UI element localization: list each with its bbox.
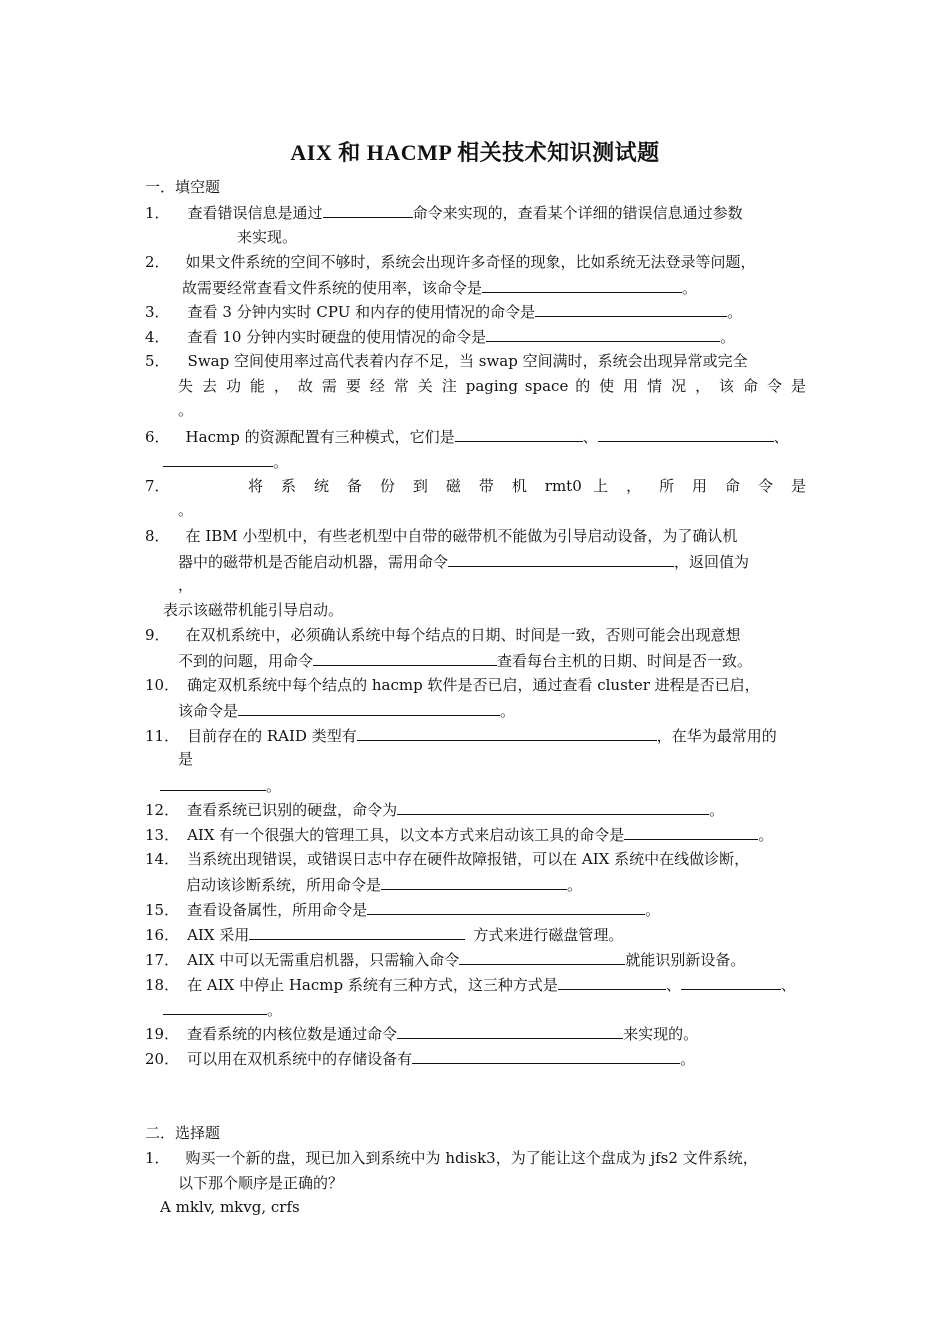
question-1-cont: 来实现。 bbox=[237, 228, 298, 246]
question-2-cont: 故需要经常查看文件系统的使用率，该命令是 。 bbox=[182, 279, 698, 297]
blank[interactable] bbox=[381, 875, 567, 890]
question-number: 9． bbox=[145, 626, 170, 644]
question-19: 19． 查看系统的内核位数是通过命令 来实现的。 bbox=[145, 1025, 699, 1043]
question-11-end: 。 bbox=[160, 776, 281, 795]
question-number: 8． bbox=[145, 527, 170, 545]
question-11: 11． 目前存在的 RAID 类型有 ，在华为最常用的 bbox=[145, 727, 777, 745]
question-15: 15． 查看设备属性，所用命令是 。 bbox=[145, 901, 661, 919]
question-2: 2． 如果文件系统的空间不够时，系统会出现许多奇怪的现象，比如系统无法登录等问题， bbox=[145, 253, 756, 271]
question-number: 6． bbox=[145, 428, 170, 446]
question-8-cont: 器中的磁带机是否能启动机器，需用命令 ，返回值为 bbox=[178, 553, 750, 571]
question-number: 16． bbox=[145, 926, 180, 944]
question-8-comma: ， bbox=[178, 576, 194, 594]
blank[interactable] bbox=[455, 427, 583, 442]
blank[interactable] bbox=[624, 825, 758, 840]
blank[interactable] bbox=[486, 327, 720, 342]
question-number: 20． bbox=[145, 1050, 180, 1068]
choice-question-1-cont: 以下那个顺序是正确的？ bbox=[178, 1174, 344, 1192]
blank[interactable] bbox=[397, 800, 709, 815]
question-10: 10． 确定双机系统中每个结点的 hacmp 软件是否已启，通过查看 cluster 进程是否已启， bbox=[145, 676, 760, 694]
question-4: 4． 查看 10 分钟内实时硬盘的使用情况的命令是 。 bbox=[145, 328, 736, 346]
question-1: 1． 查看错误信息是通过 命令来实现的，查看某个详细的错误信息通过参数 bbox=[145, 204, 743, 222]
question-9-cont: 不到的问题，用命令 查看每台主机的日期、时间是否一致。 bbox=[178, 652, 753, 670]
question-18-cont: 。 bbox=[163, 1000, 282, 1019]
question-number: 12． bbox=[145, 801, 180, 819]
question-number: 11． bbox=[145, 727, 180, 745]
question-8-end: 表示该磁带机能引导启动。 bbox=[163, 601, 344, 619]
question-number: 18． bbox=[145, 976, 180, 994]
blank[interactable] bbox=[535, 302, 727, 317]
question-20: 20． 可以用在双机系统中的存储设备有 。 bbox=[145, 1050, 696, 1068]
question-number: 1． bbox=[145, 204, 170, 222]
question-14-cont: 启动该诊断系统，所用命令是 。 bbox=[186, 876, 583, 894]
question-7-number: 7． bbox=[145, 477, 170, 495]
question-12: 12． 查看系统已识别的硬盘，命令为 。 bbox=[145, 801, 725, 819]
choice-question-1: 1． 购买一个新的盘，现已加入到系统中为 hdisk3，为了能让这个盘成为 jfs2 文件系统， bbox=[145, 1149, 758, 1167]
question-number: 15． bbox=[145, 901, 180, 919]
question-number: 2． bbox=[145, 253, 170, 271]
question-10-cont: 该命令是 。 bbox=[178, 702, 516, 720]
question-7-end: 。 bbox=[178, 501, 194, 519]
question-11-cont: 是 bbox=[178, 750, 194, 768]
blank[interactable] bbox=[323, 203, 413, 218]
blank[interactable] bbox=[397, 1024, 623, 1039]
blank[interactable] bbox=[459, 950, 625, 965]
question-number: 13． bbox=[145, 826, 180, 844]
page-title: AIX 和 HACMP 相关技术知识测试题 bbox=[290, 140, 660, 165]
question-7: 将 系 统 备 份 到 磁 带 机 rmt0 上 ， 所 用 命 令 是 bbox=[248, 477, 806, 495]
question-16: 16． AIX 采用 方式来进行磁盘管理。 bbox=[145, 926, 624, 944]
question-5-end: 。 bbox=[178, 401, 194, 419]
question-13: 13． AIX 有一个很强大的管理工具，以文本方式来启动该工具的命令是 。 bbox=[145, 826, 774, 844]
blank[interactable] bbox=[558, 975, 666, 990]
question-number: 3． bbox=[145, 303, 170, 321]
question-5: 5． Swap 空间使用率过高代表着内存不足，当 swap 空间满时，系统会出现异常或完全 bbox=[145, 352, 748, 370]
question-6: 6． Hacmp 的资源配置有三种模式，它们是 、 、 bbox=[145, 428, 789, 446]
question-14: 14． 当系统出现错误，或错误日志中存在硬件故障报错，可以在 AIX 系统中在线做诊断， bbox=[145, 850, 750, 868]
blank[interactable] bbox=[238, 701, 500, 716]
blank[interactable] bbox=[249, 925, 465, 940]
question-number: 5． bbox=[145, 352, 170, 370]
blank[interactable] bbox=[412, 1049, 680, 1064]
blank[interactable] bbox=[448, 552, 674, 567]
blank[interactable] bbox=[598, 427, 774, 442]
question-8: 8． 在 IBM 小型机中，有些老机型中自带的磁带机不能做为引导启动设备，为了确认机 bbox=[145, 527, 738, 545]
question-number: 14． bbox=[145, 850, 180, 868]
blank[interactable] bbox=[163, 452, 273, 467]
section-heading-choice: 二．选择题 bbox=[145, 1124, 221, 1142]
question-5-cont: 失 去 功 能 ， 故 需 要 经 常 关 注 paging space 的 使 用 情 况 ， 该 命 令 是 bbox=[178, 377, 806, 395]
question-number: 4． bbox=[145, 328, 170, 346]
question-number: 17． bbox=[145, 951, 180, 969]
question-18: 18． 在 AIX 中停止 Hacmp 系统有三种方式，这三种方式是 、 、 bbox=[145, 976, 796, 994]
question-3: 3． 查看 3 分钟内实时 CPU 和内存的使用情况的命令是 。 bbox=[145, 303, 743, 321]
question-17: 17． AIX 中可以无需重启机器，只需输入命令 就能识别新设备。 bbox=[145, 951, 746, 969]
question-number: 1． bbox=[145, 1149, 170, 1167]
blank[interactable] bbox=[681, 975, 781, 990]
blank[interactable] bbox=[163, 1000, 267, 1015]
blank[interactable] bbox=[367, 900, 645, 915]
blank[interactable] bbox=[357, 726, 657, 741]
blank[interactable] bbox=[313, 651, 497, 666]
section-heading-fill-in: 一．填空题 bbox=[145, 178, 221, 196]
question-number: 19． bbox=[145, 1025, 180, 1043]
question-9: 9． 在双机系统中，必须确认系统中每个结点的日期、时间是一致，否则可能会出现意想 bbox=[145, 626, 741, 644]
choice-option-a: A mklv, mkvg, crfs bbox=[160, 1198, 300, 1216]
blank[interactable] bbox=[160, 776, 266, 791]
question-number: 10． bbox=[145, 676, 180, 694]
question-6-cont: 。 bbox=[163, 452, 288, 471]
blank[interactable] bbox=[482, 278, 682, 293]
